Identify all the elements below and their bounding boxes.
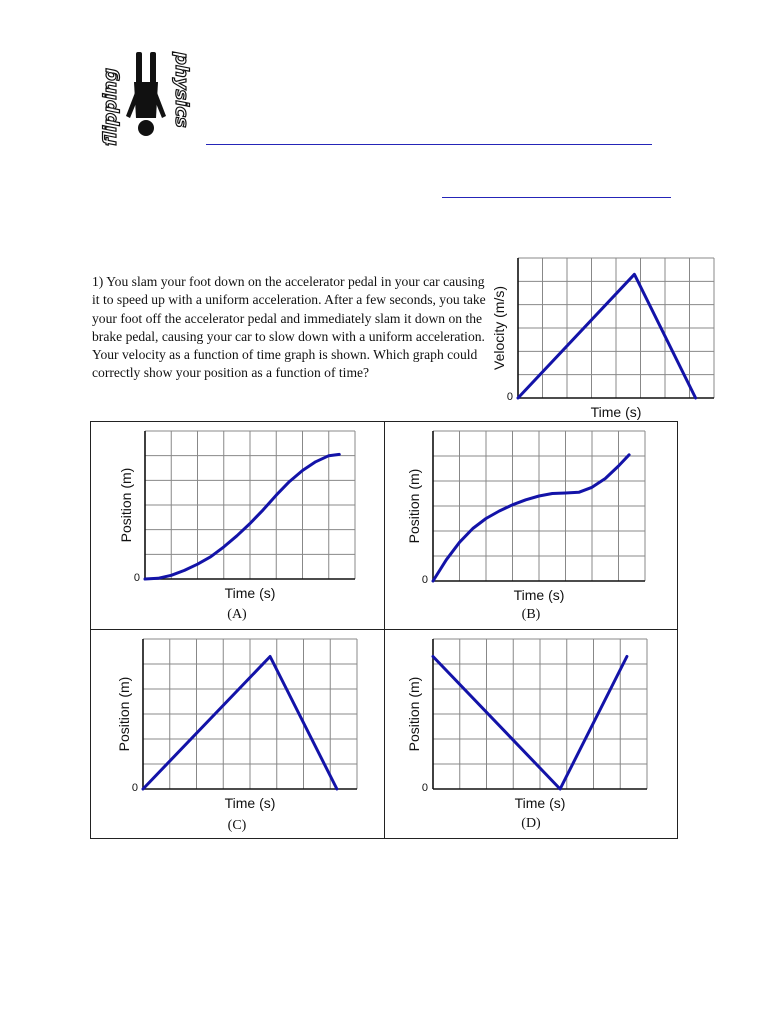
series-line bbox=[433, 657, 627, 790]
velocity-chart-svg bbox=[490, 252, 730, 422]
y-axis-label: Position (m) bbox=[118, 467, 134, 543]
x-axis-label: Time (s) bbox=[590, 404, 642, 420]
question-text: 1) You slam your foot down on the accelerator pedal in your car causing it to speed up with a uniform acceleration. After a few seconds, you take your foot off the accelerator pedal and immediately slam it down on the brake pedal, causing your car to slow down with a uniform acceleration. Your velocity as a function of time graph is shown. Which graph could correctly show your position as a function of time? bbox=[92, 274, 486, 381]
option-a-label: (A) bbox=[227, 607, 247, 622]
x-axis-label: Time (s) bbox=[514, 795, 566, 811]
option-d-chart-svg bbox=[385, 630, 678, 810]
origin-tick-label: 0 bbox=[506, 391, 513, 403]
series-line bbox=[143, 657, 337, 790]
answer-options-table bbox=[90, 421, 678, 839]
series-line bbox=[433, 455, 629, 581]
y-axis-label: Velocity (m/s) bbox=[491, 285, 507, 371]
logo-word-left: flipping bbox=[100, 68, 121, 146]
option-b-label: (B) bbox=[521, 607, 541, 622]
option-d[interactable] bbox=[385, 630, 678, 838]
velocity-graph bbox=[490, 252, 730, 422]
option-a[interactable] bbox=[91, 422, 384, 630]
option-b-chart-svg bbox=[385, 422, 678, 602]
x-axis-label: Time (s) bbox=[224, 795, 276, 811]
option-a-chart-svg bbox=[91, 422, 384, 602]
origin-tick-label: 0 bbox=[131, 782, 138, 794]
option-c-chart-svg bbox=[91, 630, 384, 810]
option-c[interactable] bbox=[91, 630, 384, 838]
series-line bbox=[518, 274, 696, 398]
option-d-label: (D) bbox=[521, 816, 541, 831]
date-blank-line[interactable] bbox=[442, 197, 671, 198]
option-b[interactable] bbox=[385, 422, 678, 630]
y-axis-label: Position (m) bbox=[406, 468, 422, 544]
x-axis-label: Time (s) bbox=[513, 587, 565, 603]
x-axis-label: Time (s) bbox=[224, 585, 276, 601]
y-axis-label: Position (m) bbox=[406, 676, 422, 752]
y-axis-label: Position (m) bbox=[116, 676, 132, 752]
origin-tick-label: 0 bbox=[133, 572, 140, 584]
origin-tick-label: 0 bbox=[421, 574, 428, 586]
series-line bbox=[145, 454, 339, 579]
name-blank-line[interactable] bbox=[206, 144, 652, 145]
logo-word-right: physics bbox=[171, 52, 192, 128]
origin-tick-label: 0 bbox=[421, 782, 428, 794]
option-c-label: (C) bbox=[227, 818, 247, 833]
flipping-physics-logo bbox=[92, 46, 200, 152]
